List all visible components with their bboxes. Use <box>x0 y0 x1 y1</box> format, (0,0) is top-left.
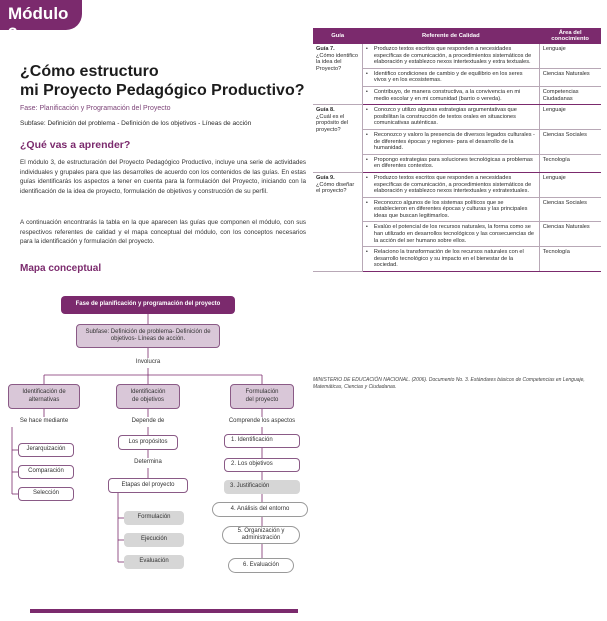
ref-cell: • Relaciono la transformación de los recursos naturales con el desarrollo tecnológico y su impacto en el bienestar de la sociedad. <box>362 247 539 272</box>
subphase-label: Subfase: Definición del problema - Definición de los objetivos - Líneas de acción <box>20 120 252 127</box>
area-cell: Ciencias Naturales <box>539 68 601 86</box>
ref-cell: • Propongo estrategias para soluciones tecnológicas a problemas en diferentes contextos. <box>362 154 539 172</box>
ref-cell: • Produzco textos escritos que responden a necesidades específicas de comunicación, a procedimientos sistemáticos de elaboración y establezco nexos intertextuales y extratextuales. <box>362 172 539 197</box>
col-referente: Referente de Calidad <box>362 28 539 44</box>
map-branch2-link: Depende de <box>131 418 165 424</box>
concept-map <box>0 290 310 610</box>
page-title-line2: mi Proyecto Pedagógico Productivo? <box>20 82 305 99</box>
guia-cell: Guía 8. ¿Cuál es el propósito del proyecto? <box>313 105 362 173</box>
map-step-3: 3. Justificación <box>224 480 300 494</box>
standards-table <box>313 28 601 272</box>
module-tab: Módulo 3 <box>0 0 82 30</box>
table-row <box>313 172 601 197</box>
map-subphase-node: Subfase: Definición de problema- Definición de objetivos- Líneas de acción. <box>76 324 220 348</box>
bottom-bar <box>30 609 298 613</box>
col-area: Área del conocimiento <box>539 28 601 44</box>
map-branch-objectives: Identificación de objetivos <box>116 384 180 409</box>
map-item-seleccion: Selección <box>18 487 74 501</box>
learn-heading: ¿Qué vas a aprender? <box>20 139 131 151</box>
area-cell: Ciencias Sociales <box>539 197 601 222</box>
area-cell: Lenguaje <box>539 44 601 68</box>
area-cell: Ciencias Naturales <box>539 222 601 247</box>
ref-cell: • Conozco y utilizo algunas estrategias argumentativas que posibilitan la construcción de textos orales en situaciones comunicativas auténticas. <box>362 105 539 130</box>
table-row <box>313 44 601 68</box>
ref-cell: • Identifico condiciones de cambio y de equilibrio en los seres vivos y en los ecosistemas. <box>362 68 539 86</box>
phase-label: Fase: Planificación y Programación del Proyecto <box>20 105 171 112</box>
map-step-6: 6. Evaluación <box>228 558 294 573</box>
map-item-jerarquizacion: Jerarquización <box>18 443 74 457</box>
map-node-etapas: Etapas del proyecto <box>108 478 188 493</box>
map-branch3-link: Comprende los aspectos <box>228 418 296 424</box>
map-item-ejecucion: Ejecución <box>124 533 184 547</box>
map-branch-alternatives: Identificación de alternativas <box>8 384 80 409</box>
map-node-propositos: Los propósitos <box>118 435 178 450</box>
map-step-5: 5. Organización y administración <box>222 526 300 544</box>
ref-cell: • Evalúo el potencial de los recursos naturales, la forma como se han utilizado en desarrollos tecnológicos y las consecuencias de la acción del ser humano sobre ellos. <box>362 222 539 247</box>
area-cell: Competencias Ciudadanas <box>539 86 601 104</box>
concept-map-heading: Mapa conceptual <box>20 263 102 274</box>
page-title <box>20 62 310 100</box>
map-branch-formulation: Formulación del proyecto <box>230 384 294 409</box>
map-branch1-link: Se hace mediante <box>19 418 69 424</box>
source-note: MINISTERIO DE EDUCACIÓN NACIONAL. (2006). Documento No. 3. Estándares básicos de Competencias en Lenguaje, Matemáticas, Ciencias y Ciudadanas. <box>313 377 585 390</box>
col-guia: Guía <box>313 28 362 44</box>
ref-cell: • Reconozco algunos de los sistemas políticos que se establecieron en diferentes épocas y culturas y las principales ideas que buscan legitimarlos. <box>362 197 539 222</box>
map-item-formulacion: Formulación <box>124 511 184 525</box>
area-cell: Lenguaje <box>539 105 601 130</box>
ref-cell: • Reconozco y valoro la presencia de diversos legados culturales -de diferentes épocas y regiones- para el desarrollo de la humanidad. <box>362 129 539 154</box>
area-cell: Tecnología <box>539 154 601 172</box>
map-item-comparacion: Comparación <box>18 465 74 479</box>
intro-paragraph-1: El módulo 3, de estructuración del Proyecto Pedagógico Productivo, incluye una serie de actividades individuales y grupales para que las desarrolles de acuerdo con los contenidos de las guías. En estas guías identificarás los aspectos a tener en cuenta para la formulación del Proyecto, iniciando con la identificación de la idea de proyecto, formulación de objetivos y construcción de su perfil. <box>20 159 306 195</box>
map-involves-label: Involucra <box>135 359 161 365</box>
intro-paragraph-2: A continuación encontrarás la tabla en la que aparecen las guías que componen el módulo, con sus respectivos referentes de calidad y el mapa conceptual del módulo, con los conceptos necesarios para la identificación y formulación del proyecto. <box>20 219 306 246</box>
map-root-node: Fase de planificación y programación del proyecto <box>61 296 235 314</box>
guia-cell: Guía 9. ¿Cómo diseñar el proyecto? <box>313 172 362 271</box>
table-row <box>313 105 601 130</box>
map-step-2: 2. Los objetivos <box>224 458 300 472</box>
page-title-line1: ¿Cómo estructuro <box>20 63 159 80</box>
map-item-evaluacion: Evaluación <box>124 555 184 569</box>
guia-cell: Guía 7. ¿Cómo identifico la idea del Proyecto? <box>313 44 362 105</box>
area-cell: Lenguaje <box>539 172 601 197</box>
map-step-1: 1. Identificación <box>224 434 300 448</box>
area-cell: Tecnología <box>539 247 601 272</box>
map-step-4: 4. Análisis del entorno <box>212 502 308 517</box>
ref-cell: • Contribuyo, de manera constructiva, a la convivencia en mi medio escolar y en mi comunidad (barrio o vereda). <box>362 86 539 104</box>
map-branch2-link2: Determina <box>134 459 162 465</box>
ref-cell: • Produzco textos escritos que responden a necesidades específicas de comunicación, a procedimientos sistemáticos de elaboración y establezco nexos intertextuales y extra textuales. <box>362 44 539 68</box>
area-cell: Ciencias Sociales <box>539 129 601 154</box>
